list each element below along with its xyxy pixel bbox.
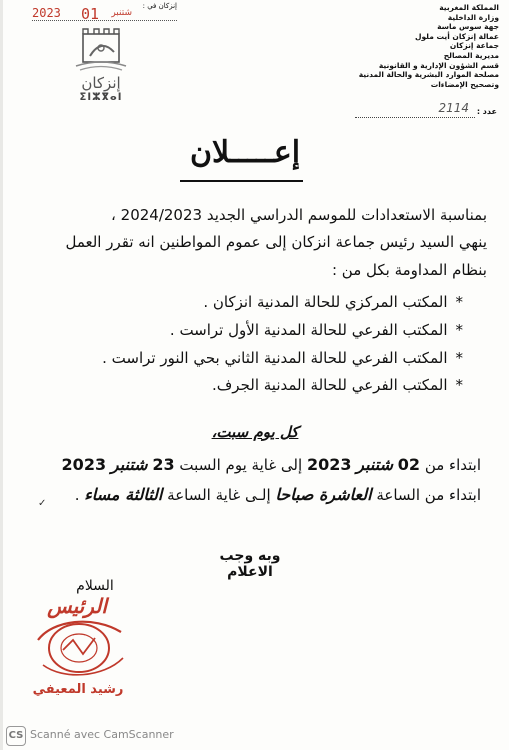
office-name: المكتب الفرعي للحالة المدنية الجرف. <box>211 376 448 394</box>
reference-label: عدد : <box>476 107 497 116</box>
scan-edge <box>0 0 3 750</box>
end-day: 23 <box>152 455 175 474</box>
office-name: المكتب الفرعي للحالة المدنية الأول تراست . <box>169 321 448 339</box>
intro-line: بمناسبة الاستعدادات للموسم الدراسي الجديد 2024/2023 ، <box>111 206 487 224</box>
admin-line: المملكة المغربية <box>439 3 499 12</box>
handwritten-mark-icon: ✓ <box>38 498 47 509</box>
schedule-dates-line <box>62 455 481 474</box>
bullet-star-icon: * <box>455 349 463 367</box>
camscanner-icon: CS <box>6 726 26 746</box>
schedule-hours-line <box>75 485 481 504</box>
admin-line: جماعة إنزكان <box>449 41 499 51</box>
start-year: 2023 <box>306 455 352 474</box>
end-time: الثالثة مساء <box>84 485 163 504</box>
reference-number-line <box>347 101 497 121</box>
administration-block <box>344 3 499 89</box>
official-seal-icon <box>33 610 128 685</box>
office-name: المكتب الفرعي للحالة المدنية الثاني بحي النور تراست . <box>102 349 448 367</box>
end-month: شتنبر <box>110 455 148 474</box>
reference-number: 2114 <box>438 101 469 115</box>
end-year: 2023 <box>61 455 107 474</box>
admin-line: جهة سوس ماسة <box>437 22 499 32</box>
closing-line: وبه وجب الاعلام <box>219 548 281 580</box>
logo-name-tifinagh: ⵉⵏⵣⴳⴰⵏ <box>79 92 123 103</box>
schedule-text: إلـى غاية الساعة <box>167 486 271 504</box>
bullet-star-icon: * <box>455 293 463 311</box>
announcement-title: إعـــــلان <box>189 135 301 170</box>
start-day: 02 <box>397 455 421 474</box>
date-year: 2023 <box>32 6 61 20</box>
admin-line: وزارة الداخلية <box>447 12 499 22</box>
reference-dots <box>355 117 475 118</box>
schedule-title: كل يوم سبت، <box>211 423 299 441</box>
office-list-item <box>102 349 463 367</box>
admin-line: عمالة إنزكان أيت ملول <box>414 31 499 41</box>
date-label: إنزكان في : <box>142 2 177 10</box>
schedule-text: ابتداء من الساعة <box>376 486 481 504</box>
salutation: السلام <box>76 578 114 594</box>
bullet-star-icon: * <box>455 321 463 339</box>
title-underline <box>180 180 303 182</box>
admin-line: مديرية المصالح <box>443 50 499 60</box>
date-line <box>32 2 177 24</box>
signature-title: الرئيس <box>47 594 107 618</box>
signer-name: رشيد المعيفي <box>32 682 124 697</box>
schedule-text: ابتداء من <box>424 456 481 474</box>
schedule-text: . <box>74 486 80 504</box>
schedule-text: إلى غاية يوم السبت <box>179 456 303 474</box>
municipality-logo-icon <box>70 26 132 72</box>
scanner-footer-text: Scanné avec CamScanner <box>30 728 174 741</box>
office-list-item <box>203 293 463 311</box>
admin-line: وتصحيح الإمضاءات <box>430 79 499 89</box>
office-list-item <box>170 321 463 339</box>
office-name: المكتب المركزي للحالة المدنية انزكان . <box>203 293 448 311</box>
admin-line: مصلحة الموارد البشرية والحالة المدنية <box>358 70 499 80</box>
admin-line: قسم الشؤون الإدارية و القانونية <box>378 60 499 70</box>
intro-line: بنظام المداومة بكل من : <box>331 261 487 279</box>
date-day: 01 <box>80 5 99 23</box>
office-list-item <box>212 376 463 394</box>
date-dots <box>32 20 177 21</box>
start-month: شتنبر <box>356 455 393 474</box>
intro-line: ينهي السيد رئيس جماعة انزكان إلى عموم المواطنين انه تقرر العمل <box>65 233 487 251</box>
logo-name-arabic: إنزكان <box>81 74 121 92</box>
scanner-footer <box>2 724 302 746</box>
bullet-star-icon: * <box>455 376 463 394</box>
date-month: شتنبر <box>111 8 132 18</box>
start-time: العاشرة صباحا <box>275 485 372 504</box>
